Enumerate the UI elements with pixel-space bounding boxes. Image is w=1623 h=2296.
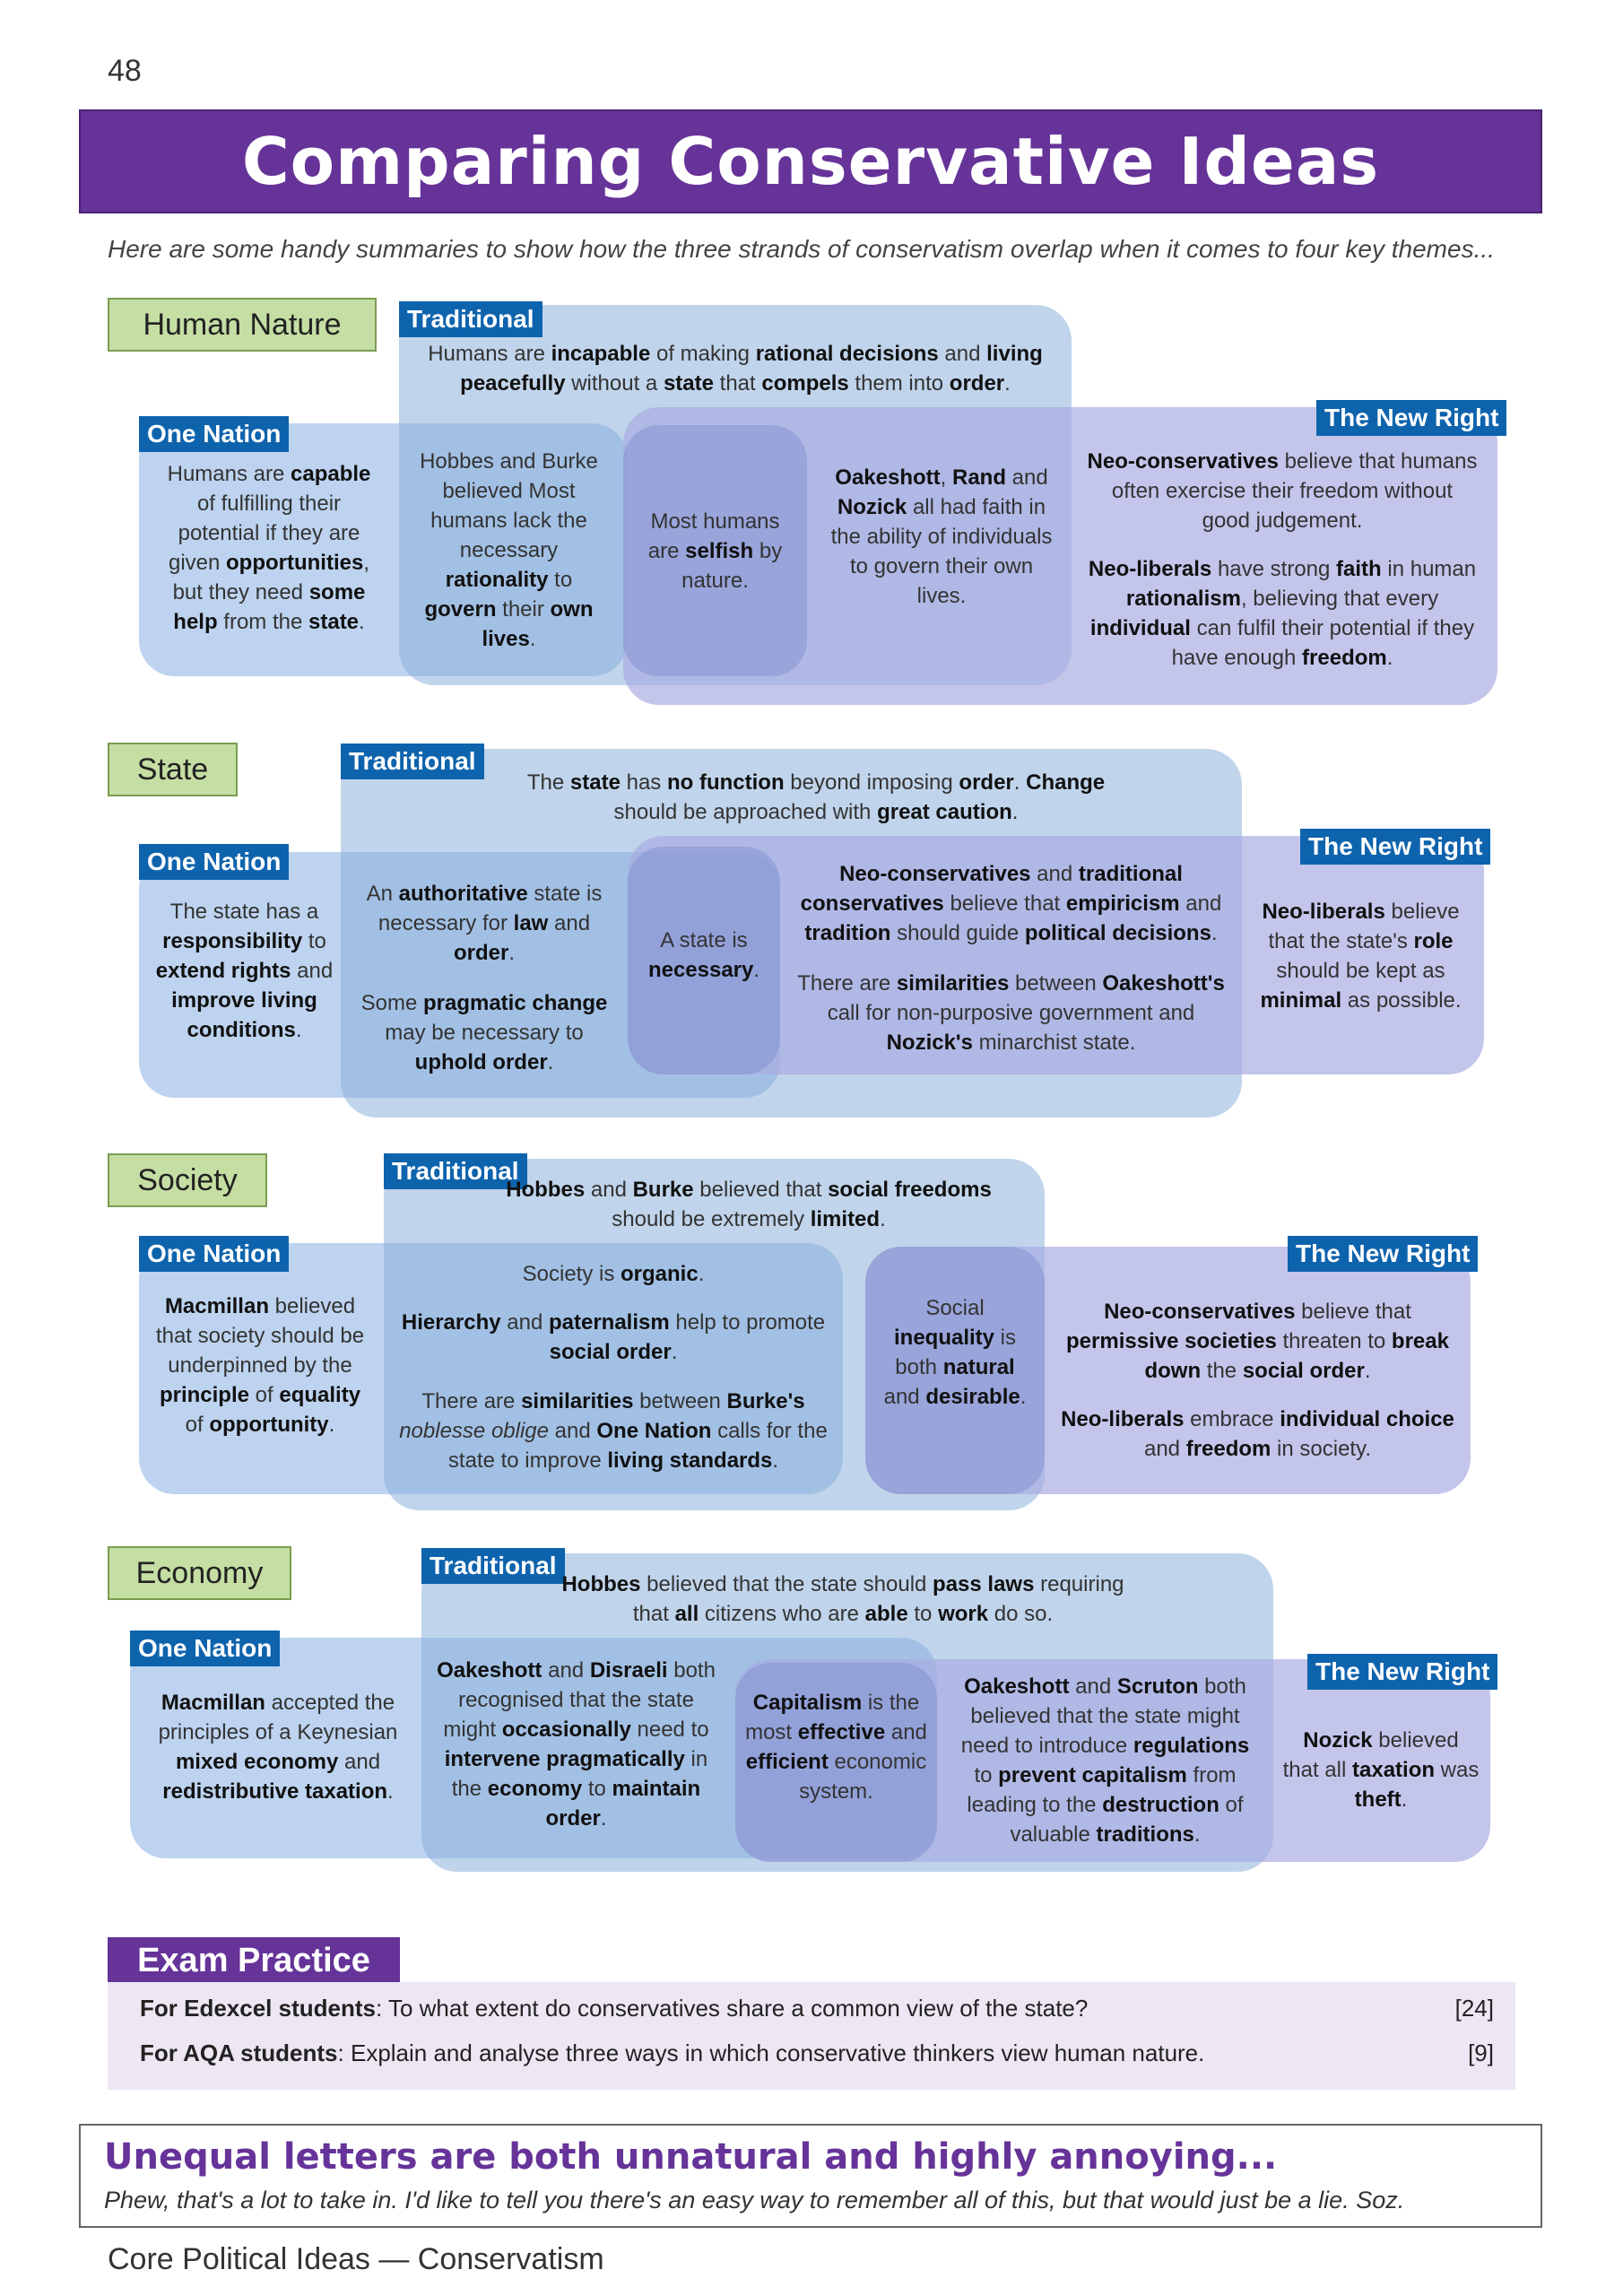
exam-question-aqa-text: : Explain and analyse three ways in which conservative thinkers view human nature. bbox=[337, 2039, 1205, 2066]
state-traditional-label: Traditional bbox=[341, 744, 484, 779]
human-nature-one-nation-traditional-text: Hobbes and Burke believed Most humans lack the necessary rationality to govern their own lives. bbox=[420, 449, 598, 651]
exam-question-aqa-marks: [9] bbox=[1468, 2039, 1494, 2066]
state-one-nation-text: The state has a responsibility to extend rights and improve living conditions. bbox=[155, 900, 334, 1042]
society-one-nation-label: One Nation bbox=[139, 1236, 289, 1272]
economy-one-nation-text: Macmillan accepted the principles of a Keynesian mixed economy and redistributive taxation. bbox=[158, 1691, 398, 1804]
exam-question-edexcel-text: : To what extent do conservatives share a common view of the state? bbox=[375, 1995, 1089, 2022]
state-one-nation-label: One Nation bbox=[139, 844, 289, 880]
state-traditional-new-right-text-1: Neo-conservatives and traditional conservatives believe that empiricism and tradition should guide political decisions. bbox=[800, 862, 1222, 945]
human-nature-new-right-label: The New Right bbox=[1316, 400, 1506, 436]
society-new-right-text-2: Neo-liberals embrace individual choice and freedom in society. bbox=[1061, 1407, 1454, 1461]
page-title: Comparing Conservative Ideas bbox=[241, 124, 1380, 199]
page-number: 48 bbox=[108, 54, 142, 88]
human-nature-one-nation-label: One Nation bbox=[139, 416, 289, 452]
society-traditional-new-right-text: Social inequality is both natural and desirable. bbox=[883, 1296, 1027, 1409]
exam-practice-box bbox=[108, 1982, 1515, 2090]
human-nature-traditional-label: Traditional bbox=[399, 301, 542, 337]
human-nature-new-right-text-1: Neo-conservatives believe that humans often exercise their freedom without good judgement. bbox=[1087, 449, 1478, 533]
economy-traditional-new-right-text: Oakeshott and Scruton both believed that the state might need to introduce regulations to prevent capitalism from leading to the destruction of valuable traditions. bbox=[960, 1674, 1250, 1847]
state-traditional-new-right-text-2: There are similarities between Oakeshott's call for non-purposive government and Nozick's minarchist state. bbox=[797, 971, 1225, 1055]
economy-traditional-text: Hobbes believed that the state should pass laws requiring that all citizens who are able to work do so. bbox=[561, 1572, 1124, 1626]
theme-human-nature: Human Nature bbox=[108, 298, 377, 352]
human-nature-traditional-text: Humans are incapable of making rational decisions and living peacefully without a state that compels them into order. bbox=[428, 342, 1043, 396]
revision-tip-text: Phew, that's a lot to take in. I'd like to tell you there's an easy way to remember all of this, but that would just be a lie. Soz. bbox=[104, 2187, 1405, 2213]
exam-question-edexcel-label: For Edexcel students bbox=[140, 1995, 376, 2022]
society-traditional-text: Hobbes and Burke believed that social freedoms should be extremely limited. bbox=[506, 1178, 992, 1231]
revision-tip-heading: Unequal letters are both unnatural and highly annoying... bbox=[104, 2136, 1278, 2178]
economy-traditional-label: Traditional bbox=[421, 1548, 565, 1584]
page-footer: Core Political Ideas — Conservatism bbox=[108, 2242, 604, 2276]
exam-question-edexcel-marks: [24] bbox=[1454, 1995, 1494, 2022]
society-new-right-text-1: Neo-conservatives believe that permissive societies threaten to break down the social order. bbox=[1066, 1300, 1449, 1383]
theme-economy: Economy bbox=[108, 1546, 291, 1600]
state-new-right-label: The New Right bbox=[1300, 829, 1490, 865]
society-new-right-label: The New Right bbox=[1288, 1236, 1478, 1272]
society-one-nation-text: Macmillan believed that society should be underpinned by the principle of equality of opportunity. bbox=[155, 1294, 365, 1437]
exam-question-aqa bbox=[140, 2039, 1485, 2067]
economy-one-nation-label: One Nation bbox=[130, 1631, 280, 1666]
exam-practice-title: Exam Practice bbox=[108, 1937, 400, 1984]
human-nature-traditional-new-right-text: Oakeshott, Rand and Nozick all had faith in the ability of individuals to govern their own lives. bbox=[830, 465, 1053, 608]
economy-new-right-label: The New Right bbox=[1307, 1654, 1497, 1690]
state-one-nation-traditional-text-1: An authoritative state is necessary for law and order. bbox=[366, 882, 603, 965]
society-one-nation-traditional-text-1: Society is organic. bbox=[522, 1262, 705, 1286]
human-nature-new-right-text-2: Neo-liberals have strong faith in human rationalism, believing that every individual can fulfil their potential if they have enough freedom. bbox=[1088, 557, 1477, 670]
theme-state: State bbox=[108, 743, 238, 796]
society-one-nation-traditional-text-2: Hierarchy and paternalism help to promote social order. bbox=[401, 1310, 826, 1364]
theme-society: Society bbox=[108, 1153, 267, 1207]
state-one-nation-traditional-text-2: Some pragmatic change may be necessary to uphold order. bbox=[360, 991, 608, 1074]
state-new-right-text: Neo-liberals believe that the state's role should be kept as minimal as possible. bbox=[1260, 900, 1462, 1013]
human-nature-one-nation-text: Humans are capable of fulfilling their potential if they are given opportunities, but they need some help from the state. bbox=[167, 462, 371, 634]
exam-question-edexcel bbox=[140, 1995, 1485, 2022]
human-nature-all-strands-text: Most humans are selfish by nature. bbox=[647, 509, 783, 593]
state-traditional-text: The state has no function beyond imposing order. Change should be approached with great caution. bbox=[526, 770, 1106, 824]
exam-question-aqa-label: For AQA students bbox=[140, 2039, 338, 2066]
title-bar bbox=[79, 109, 1542, 213]
society-traditional-label: Traditional bbox=[384, 1153, 527, 1189]
society-one-nation-traditional-text-3: There are similarities between Burke's noblesse oblige and One Nation calls for the state to improve living standards. bbox=[399, 1389, 828, 1473]
economy-one-nation-traditional-text: Oakeshott and Disraeli both recognised that the state might occasionally need to intervene pragmatically in the economy to maintain order. bbox=[437, 1658, 716, 1831]
economy-all-strands-text: Capitalism is the most effective and efficient economic system. bbox=[745, 1691, 927, 1804]
economy-new-right-text: Nozick believed that all taxation was theft. bbox=[1282, 1728, 1480, 1812]
intro-text: Here are some handy summaries to show how the three strands of conservatism overlap when it comes to four key themes... bbox=[108, 235, 1495, 263]
state-all-strands-text: A state is necessary. bbox=[647, 928, 760, 982]
revision-tip-box bbox=[79, 2124, 1542, 2228]
